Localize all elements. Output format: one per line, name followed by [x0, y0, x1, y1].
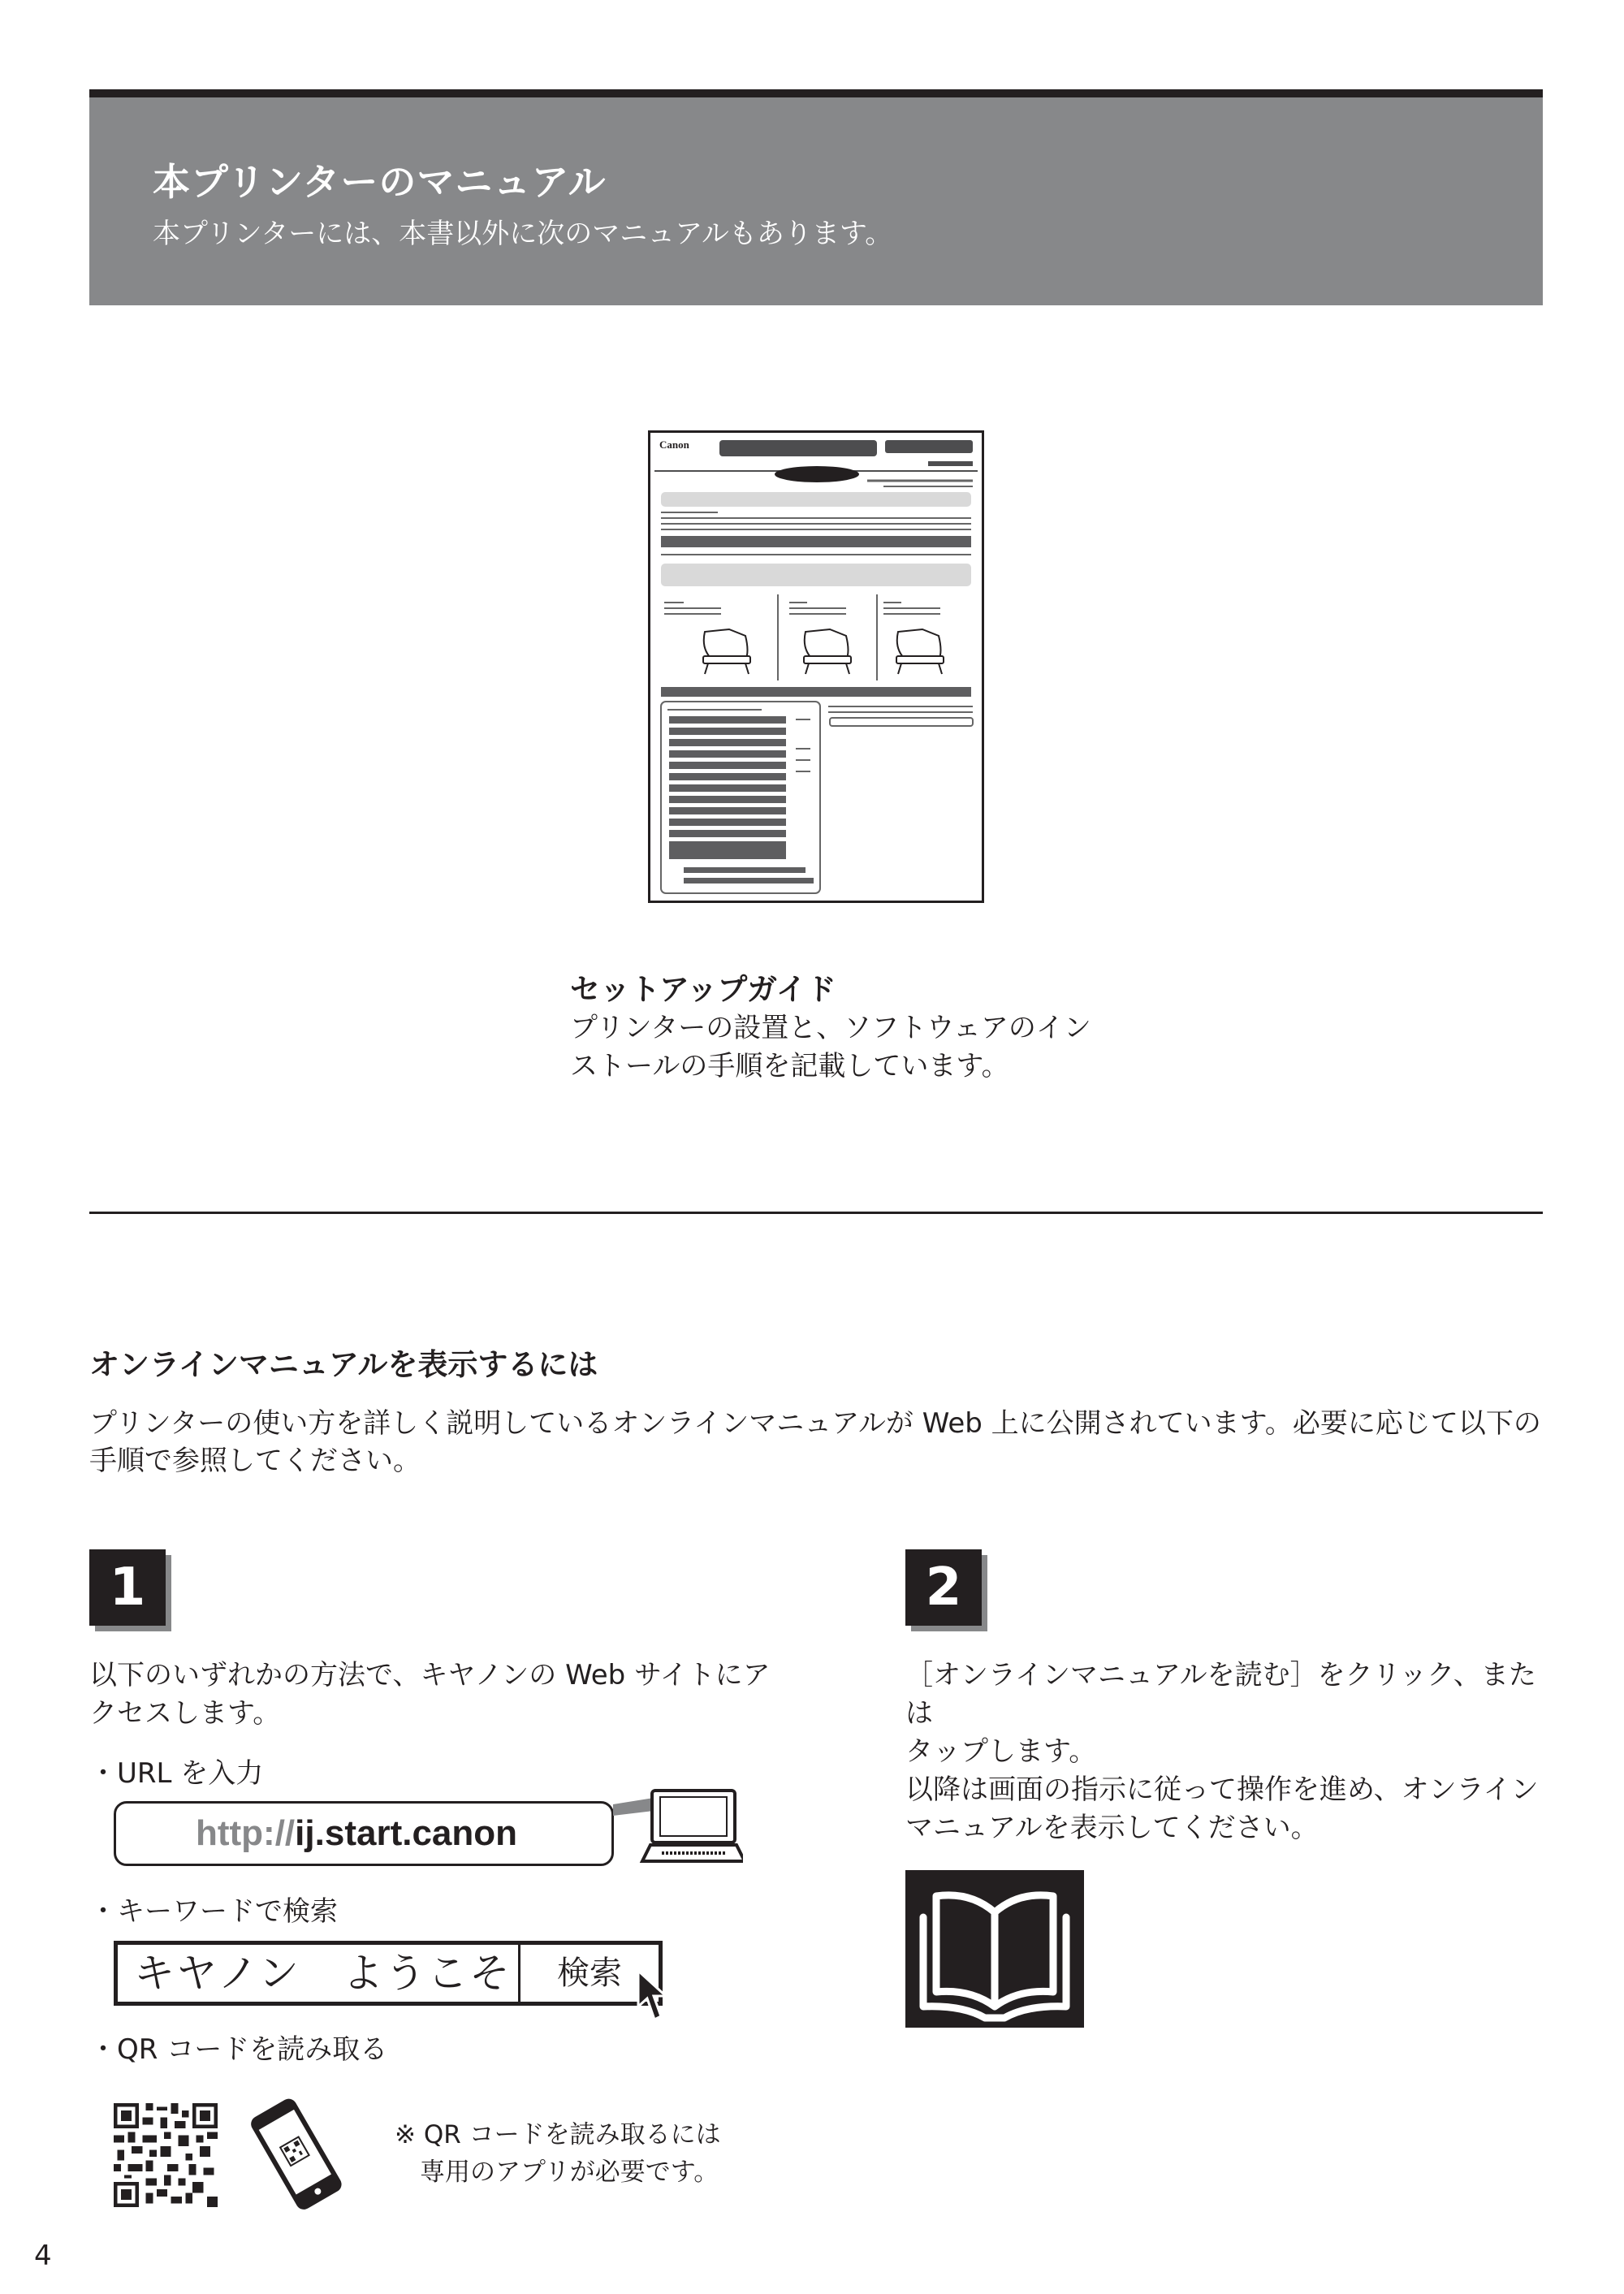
online-manual-button[interactable]: [905, 1870, 1084, 2028]
url-field[interactable]: [114, 1801, 614, 1866]
open-book-icon: [905, 1870, 1084, 2028]
step-2-line-3: 以降は画面の指示に従って操作を進め、オンライン: [905, 1773, 1539, 1806]
setup-guide-description: プリンターの設置と、ソフトウェアのイン ストールの手順を記載しています。: [570, 1012, 1091, 1082]
online-manual-description: プリンターの使い方を詳しく説明しているオンラインマニュアルが Web 上に公開されています。必要に応じて以下の手順で参照してください。: [89, 1407, 1541, 1477]
thumbnail-brand: Canon: [659, 438, 689, 451]
online-manual-heading: オンラインマニュアルを表示するには: [89, 1347, 598, 1382]
search-box: [114, 1941, 663, 2006]
step-2-line-4: マニュアルを表示してください。: [905, 1812, 1319, 1844]
bullet-qr: ・QR コードを読み取る: [89, 2033, 388, 2066]
step-2-badge: 2: [905, 1549, 982, 1626]
qr-code[interactable]: [114, 2103, 218, 2207]
cursor-icon: [637, 1969, 669, 2024]
page-title: 本プリンターのマニュアル: [153, 160, 607, 204]
setup-guide-thumbnail: [648, 430, 984, 903]
setup-guide-title: セットアップガイド: [570, 972, 836, 1007]
search-input[interactable]: キヤノン ようこそ: [118, 1945, 520, 2002]
step-2-text: [905, 1657, 1555, 1847]
step-2-line-1: ［オンラインマニュアルを読む］をクリック、または: [905, 1659, 1536, 1730]
url-host: ij.start.canon: [295, 1813, 518, 1853]
section-divider: [89, 1212, 1543, 1214]
laptop-icon: [605, 1786, 743, 1868]
url-prefix: http://: [196, 1813, 296, 1853]
step-2-line-2: タップします。: [905, 1735, 1097, 1768]
step-1-text: 以下のいずれかの方法で、キヤノンの Web サイトにアクセスします。: [89, 1659, 771, 1730]
page-subtitle: 本プリンターには、本書以外に次のマニュアルもあります。: [153, 218, 893, 250]
bullet-keyword: ・キーワードで検索: [89, 1895, 338, 1928]
smartphone-icon: [244, 2095, 349, 2217]
bullet-url: ・URL を入力: [89, 1757, 264, 1790]
search-button[interactable]: 検索: [557, 1955, 622, 1992]
page-number: 4: [34, 2240, 52, 2272]
step-1-badge: 1: [89, 1549, 166, 1626]
qr-note: ※ QR コードを読み取るには 専用のアプリが必要です。: [395, 2120, 721, 2187]
